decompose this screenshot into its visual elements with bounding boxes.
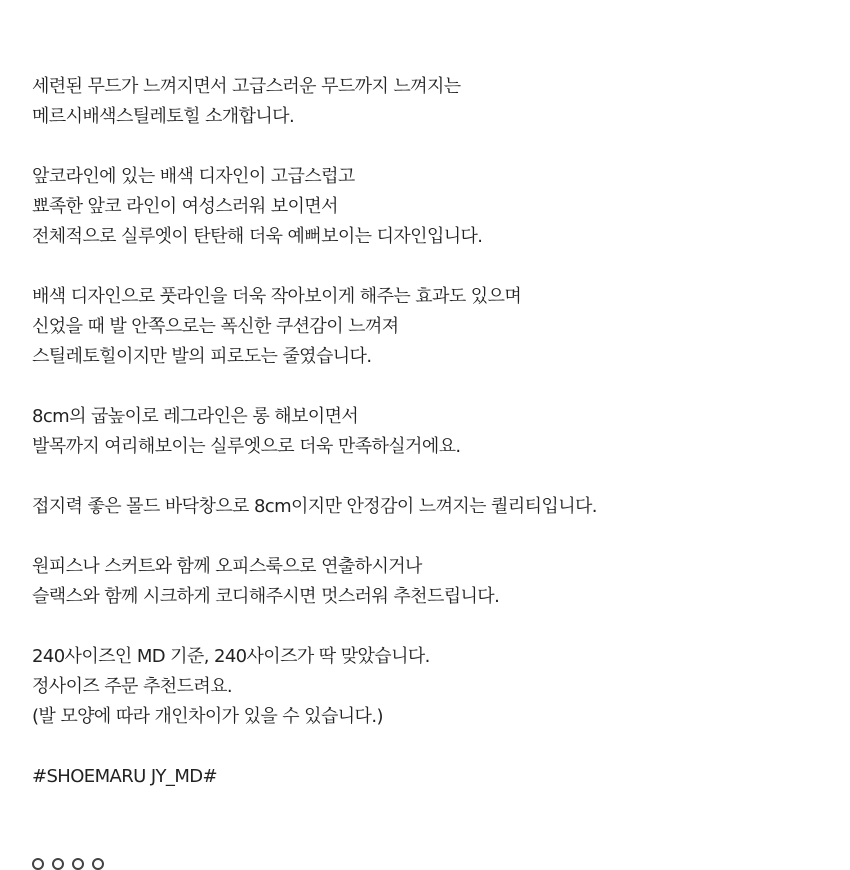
paragraph-size	[32, 642, 832, 732]
text-line: 발목까지 여리해보이는 실루엣으로 더욱 만족하실거에요.	[32, 436, 461, 457]
text-line: 원피스나 스커트와 함께 오피스룩으로 연출하시거나	[32, 556, 422, 577]
text-line: 앞코라인에 있는 배색 디자인이 고급스럽고	[32, 166, 355, 187]
text-line: 접지력 좋은 몰드 바닥창으로 8cm이지만 안정감이 느껴지는 퀄리티입니다.	[32, 496, 597, 517]
circle-icon	[92, 858, 104, 870]
text-line: (발 모양에 따라 개인차이가 있을 수 있습니다.)	[32, 706, 383, 727]
paragraph-sole	[32, 492, 832, 522]
paragraph-design	[32, 162, 832, 252]
paragraph-comfort	[32, 282, 832, 372]
text-line: 배색 디자인으로 풋라인을 더욱 작아보이게 해주는 효과도 있으며	[32, 286, 522, 307]
circle-icon	[32, 858, 44, 870]
paragraph-styling	[32, 552, 832, 612]
text-line: 메르시배색스틸레토힐 소개합니다.	[32, 106, 295, 127]
product-description	[32, 72, 832, 822]
text-line: 뾰족한 앞코 라인이 여성스러워 보이면서	[32, 196, 338, 217]
circle-icon	[72, 858, 84, 870]
circle-icon	[52, 858, 64, 870]
text-line: 신었을 때 발 안쪽으로는 폭신한 쿠션감이 느껴져	[32, 316, 399, 337]
text-line: 전체적으로 실루엣이 탄탄해 더욱 예뻐보이는 디자인입니다.	[32, 226, 483, 247]
text-line: 슬랙스와 함께 시크하게 코디해주시면 멋스러워 추천드립니다.	[32, 586, 500, 607]
paragraph-heel	[32, 402, 832, 462]
text-line: 세련된 무드가 느껴지면서 고급스러운 무드까지 느껴지는	[32, 76, 461, 97]
text-line: 240사이즈인 MD 기준, 240사이즈가 딱 맞았습니다.	[32, 646, 430, 667]
paragraph-intro	[32, 72, 832, 132]
cutoff-content	[32, 858, 104, 870]
text-line: 정사이즈 주문 추천드려요.	[32, 676, 233, 697]
text-line: 스틸레토힐이지만 발의 피로도는 줄였습니다.	[32, 346, 372, 367]
text-line: 8cm의 굽높이로 레그라인은 롱 해보이면서	[32, 406, 359, 427]
hashtag: #SHOEMARU JY_MD#	[32, 766, 218, 787]
paragraph-hashtag	[32, 762, 832, 792]
